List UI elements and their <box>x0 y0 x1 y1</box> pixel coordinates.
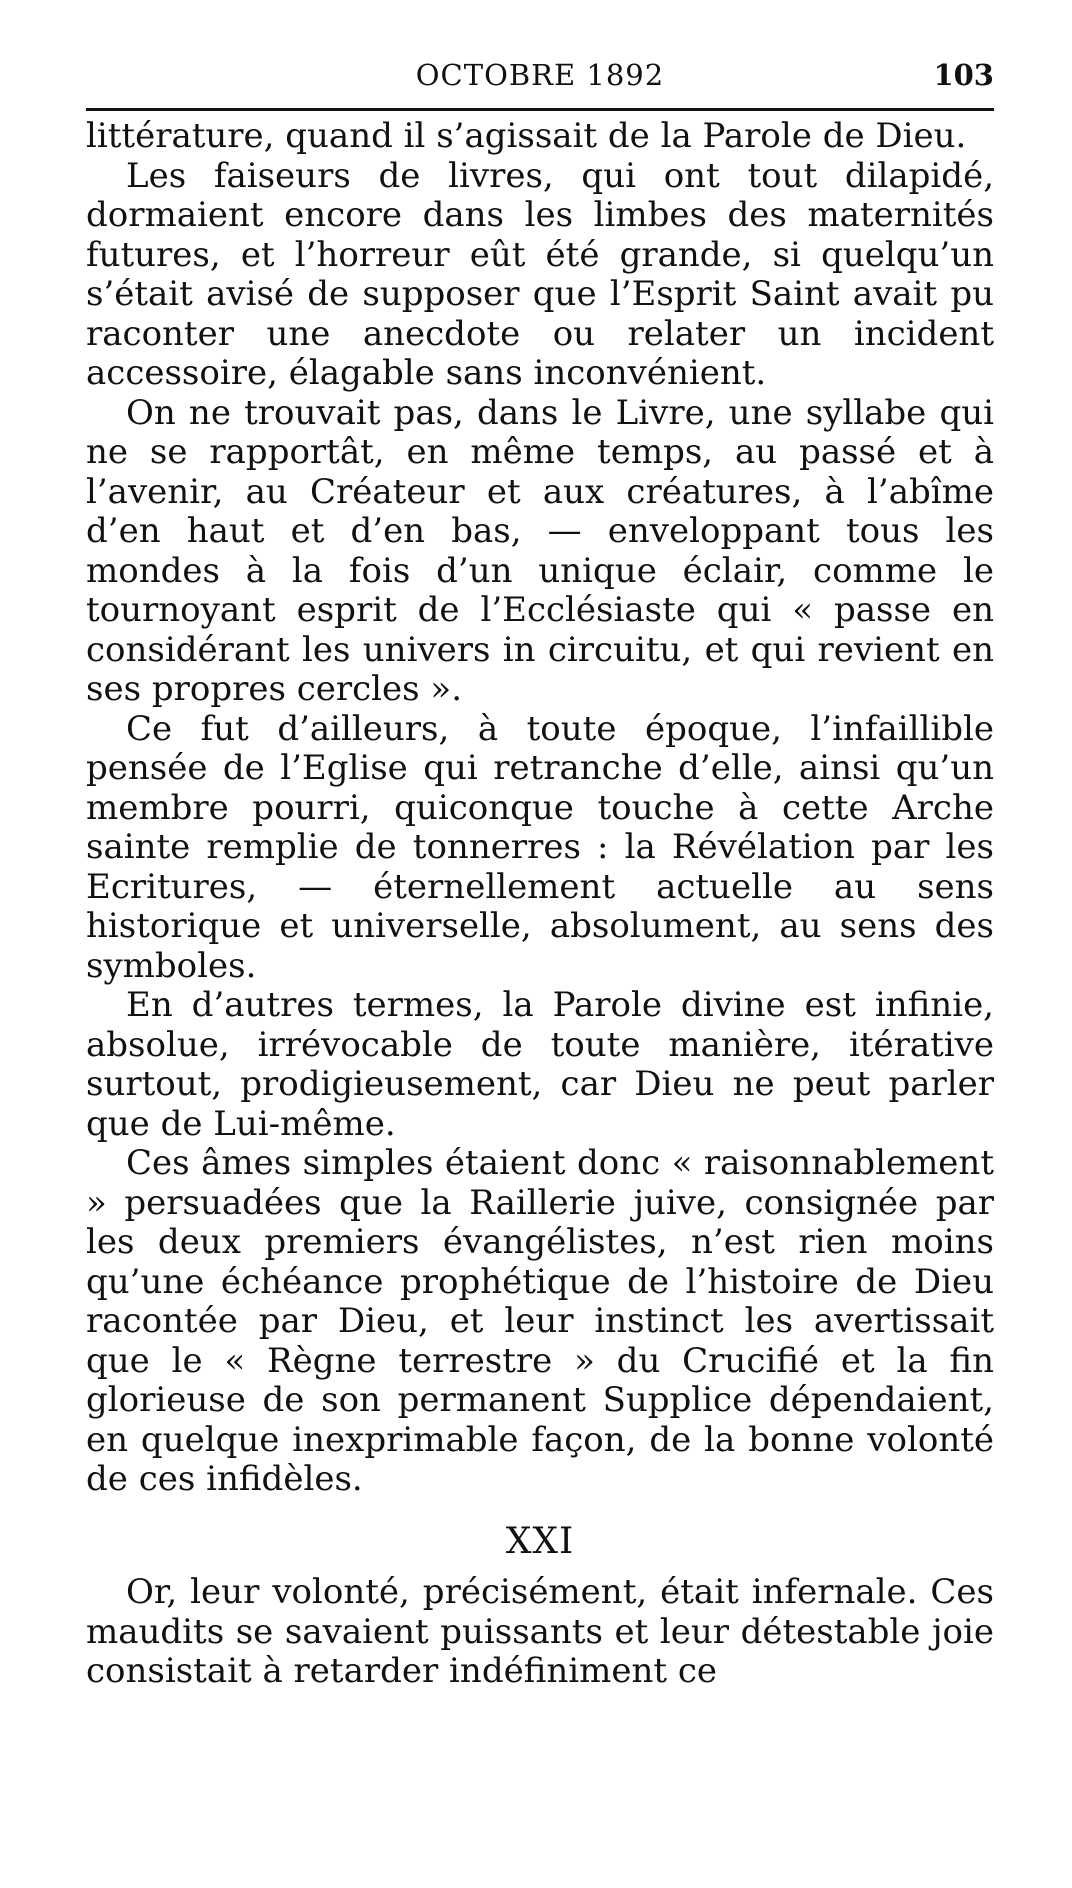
book-page <box>86 52 994 1692</box>
paragraph: On ne trouvait pas, dans le Livre, une syllabe qui ne se rapportât, en même temps, au passé et à l’avenir, au Créateur et aux créatures, à l’abîme d’en haut et d’en bas, — enveloppant tous les mondes à la fois d’un unique éclair, comme le tournoyant esprit de l’Ecclésiaste qui « passe en considérant les univers in circuitu, et qui revient en ses propres cercles ». <box>86 392 994 709</box>
page-number: 103 <box>933 58 994 92</box>
header-rule <box>86 108 994 111</box>
paragraph: Ce fut d’ailleurs, à toute époque, l’infaillible pensée de l’Eglise qui retranche d’elle, ainsi qu’un membre pourri, quiconque touche à cette Arche sainte remplie de tonnerres : la Révélation par les Ecritures, — éternellement actuelle au sens historique et universelle, absolument, au sens des symboles. <box>86 708 994 986</box>
paragraph: littérature, quand il s’agissait de la Parole de Dieu. <box>86 116 967 156</box>
paragraph: Or, leur volonté, précisément, était infernale. Ces maudits se savaient puissants et leur détestable joie consistait à retarder indéfiniment ce <box>86 1572 994 1691</box>
section-heading: XXI <box>505 1520 575 1562</box>
paragraph: En d’autres termes, la Parole divine est infinie, absolue, irrévocable de toute manière, itérative surtout, prodigieusement, car Dieu ne peut parler que de Lui-même. <box>86 985 994 1144</box>
paragraph: Ces âmes simples étaient donc « raisonnablement » persuadées que la Raillerie juive, consignée par les deux premiers évangélistes, n’est rien moins qu’une échéance prophétique de l’histoire de Dieu racontée par Dieu, et leur instinct les avertissait que le « Règne terrestre » du Crucifié et la fin glorieuse de son permanent Supplice dépendaient, en quelque inexprimable façon, de la bonne volonté de ces infidèles. <box>86 1143 994 1499</box>
page-body <box>86 117 994 1692</box>
running-head <box>86 52 994 108</box>
running-title: OCTOBRE 1892 <box>415 58 665 92</box>
paragraph: Les faiseurs de livres, qui ont tout dilapidé, dormaient encore dans les limbes des maternités futures, et l’horreur eût été grande, si quelqu’un s’était avisé de supposer que l’Esprit Saint avait pu raconter une anecdote ou relater un incident accessoire, élagable sans inconvénient. <box>86 155 994 393</box>
